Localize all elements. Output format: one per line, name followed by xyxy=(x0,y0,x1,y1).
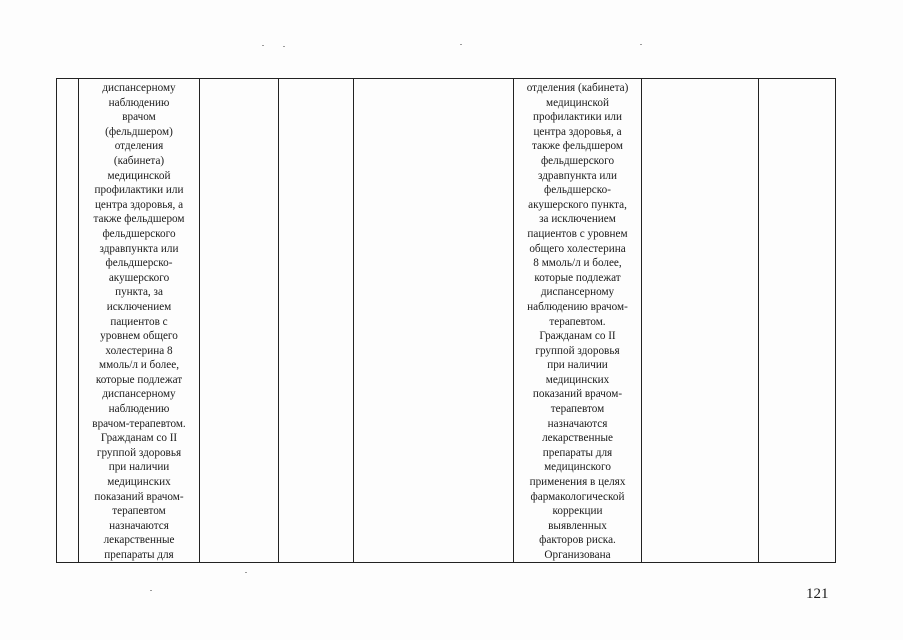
scan-speck xyxy=(283,46,285,47)
scan-speck xyxy=(262,45,264,46)
scan-speck xyxy=(460,44,462,45)
column-divider xyxy=(278,79,279,562)
continuation-table xyxy=(56,78,836,563)
column-divider xyxy=(199,79,200,562)
column-divider xyxy=(758,79,759,562)
scan-speck xyxy=(245,572,247,573)
column-divider xyxy=(641,79,642,562)
scan-speck xyxy=(150,590,152,591)
scan-speck xyxy=(640,44,642,45)
table-cell-column-6: отделения (кабинета) медицинской профилактики или центра здоровья, а также фельдшером фельдшерского здравпункта или фельдшерско- акушерского пункта, за исключением пациентов с уровнем общего холестерина 8 ммоль/л и более, которые подлежат диспансерному наблюдению врачом- терапевтом. Гражданам со II группой здоровья при наличии медицинских показаний врачом- терапевтом назначаются лекарственные препараты для медицинского применения в целях фармакологической коррекции выявленных факторов риска. Организована xyxy=(526,82,629,561)
column-divider xyxy=(353,79,354,562)
page-number: 121 xyxy=(806,586,829,602)
table-cell-column-1: диспансерному наблюдению врачом (фельдшером) отделения (кабинета) медицинской профилактики или центра здоровья, а также фельдшером фельдшерского здравпункта или фельдшерско- акушерского пункта, за исключением пациентов с уровнем общего холестерина 8 ммоль/л и более, которые подлежат диспансерному наблюдению врачом-терапевтом. Гражданам со II группой здоровья при наличии медицинских показаний врачом- терапевтом назначаются лекарственные препараты для xyxy=(92,82,186,561)
